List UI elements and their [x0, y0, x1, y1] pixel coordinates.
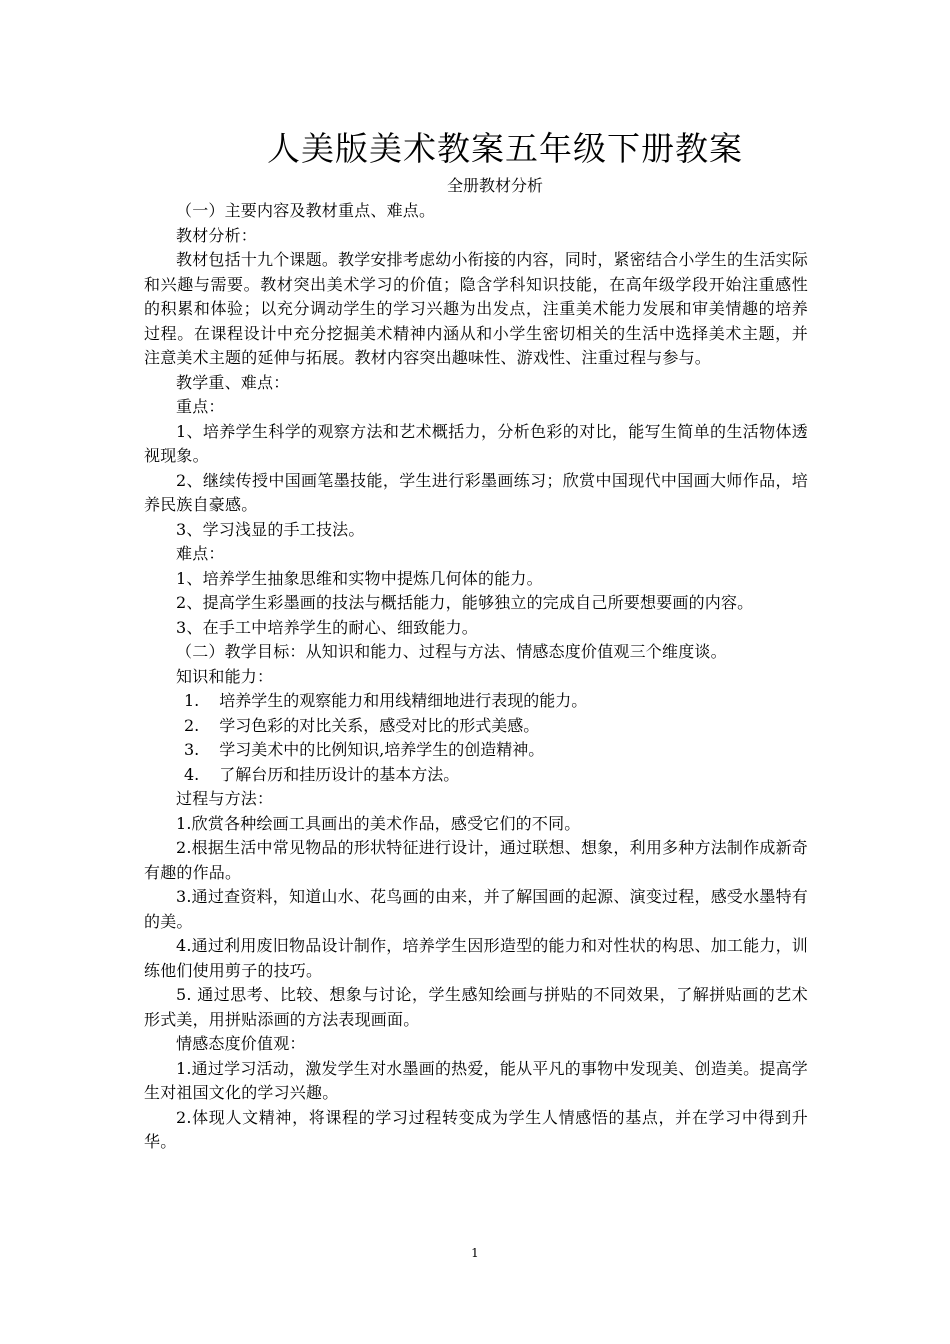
- page-number: 1: [471, 1246, 479, 1260]
- numbered-item: [144, 714, 808, 739]
- item-number: 1.: [184, 691, 200, 710]
- paragraph: 1.欣赏各种绘画工具画出的美术作品，感受它们的不同。: [176, 813, 581, 833]
- paragraph: 1、培养学生抽象思维和实物中提炼几何体的能力。: [176, 568, 543, 588]
- item-text: 培养学生的观察能力和用线精细地进行表现的能力。: [219, 691, 588, 710]
- item-number: 2.: [184, 715, 200, 735]
- paragraph: 情感态度价值观：: [176, 1034, 306, 1053]
- numbered-item: [144, 689, 808, 714]
- page-title: 人美版美术教案五年级下册教案: [267, 129, 743, 168]
- paragraph: 5. 通过思考、比较、想象与讨论，学生感知绘画与拼贴的不同效果，了解拼贴画的艺术形式美，用拼贴添画的方法表现画面。: [144, 985, 808, 1029]
- paragraph: 2、继续传授中国画笔墨技能，学生进行彩墨画练习；欣赏中国现代中国画大师作品，培养民族自豪感。: [144, 470, 808, 514]
- paragraph: 2.根据生活中常见物品的形状特征进行设计，通过联想、想象，利用多种方法制作成新奇有趣的作品。: [144, 838, 808, 882]
- paragraph: 重点：: [176, 397, 225, 416]
- item-number: 3.: [184, 740, 200, 759]
- paragraph: 2、提高学生彩墨画的技法与概括能力，能够独立的完成自己所要想要画的内容。: [176, 593, 754, 612]
- paragraph: 教材分析：: [176, 225, 258, 245]
- paragraph: 教学重、难点：: [176, 372, 290, 392]
- document-body: [144, 199, 808, 1155]
- paragraph: 4.通过利用废旧物品设计制作，培养学生因形造型的能力和对性状的构思、加工能力，训练他们使用剪子的技巧。: [144, 936, 808, 980]
- numbered-item: [144, 763, 808, 788]
- paragraph: 知识和能力：: [176, 666, 274, 686]
- paragraph: 3.通过查资料，知道山水、花鸟画的由来，并了解国画的起源、演变过程，感受水墨特有的美。: [144, 887, 808, 931]
- paragraph: 教材包括十九个课题。教学安排考虑幼小衔接的内容，同时，紧密结合小学生的生活实际和兴趣与需要。教材突出美术学习的价值；隐含学科知识技能，在高年级学段开始注重感性的积累和体验；以充分调动学生的学习兴趣为出发点，注重美术能力发展和审美情趣的培养过程。在课程设计中充分挖掘美术精神内涵从和小学生密切相关的生活中选择美术主题，并注意美术主题的延伸与拓展。教材内容突出趣味性、游戏性、注重过程与参与。: [144, 250, 808, 367]
- item-text: 了解台历和挂历设计的基本方法。: [219, 764, 460, 784]
- paragraph: 2.体现人文精神，将课程的学习过程转变成为学生人情感悟的基点，并在学习中得到升华。: [144, 1107, 808, 1151]
- numbered-item: [144, 738, 808, 763]
- paragraph: 过程与方法：: [176, 789, 274, 808]
- paragraph: 1.通过学习活动，激发学生对水墨画的热爱，能从平凡的事物中发现美、创造美。提高学生对祖国文化的学习兴趣。: [144, 1058, 808, 1102]
- paragraph: 3、在手工中培养学生的耐心、细致能力。: [176, 617, 478, 637]
- paragraph: （一）主要内容及教材重点、难点。: [176, 201, 436, 220]
- item-text: 学习色彩的对比关系，感受对比的形式美感。: [219, 715, 540, 735]
- paragraph: 难点：: [176, 544, 225, 563]
- item-number: 4.: [184, 764, 200, 784]
- paragraph: （二）教学目标：从知识和能力、过程与方法、情感态度价值观三个维度谈。: [176, 642, 727, 661]
- page-subtitle: 全册教材分析: [446, 176, 543, 195]
- item-text: 学习美术中的比例知识,培养学生的创造精神。: [219, 740, 545, 759]
- paragraph: 1、培养学生科学的观察方法和艺术概括力，分析色彩的对比，能写生简单的生活物体透视现象。: [144, 421, 808, 465]
- paragraph: 3、学习浅显的手工技法。: [176, 519, 365, 539]
